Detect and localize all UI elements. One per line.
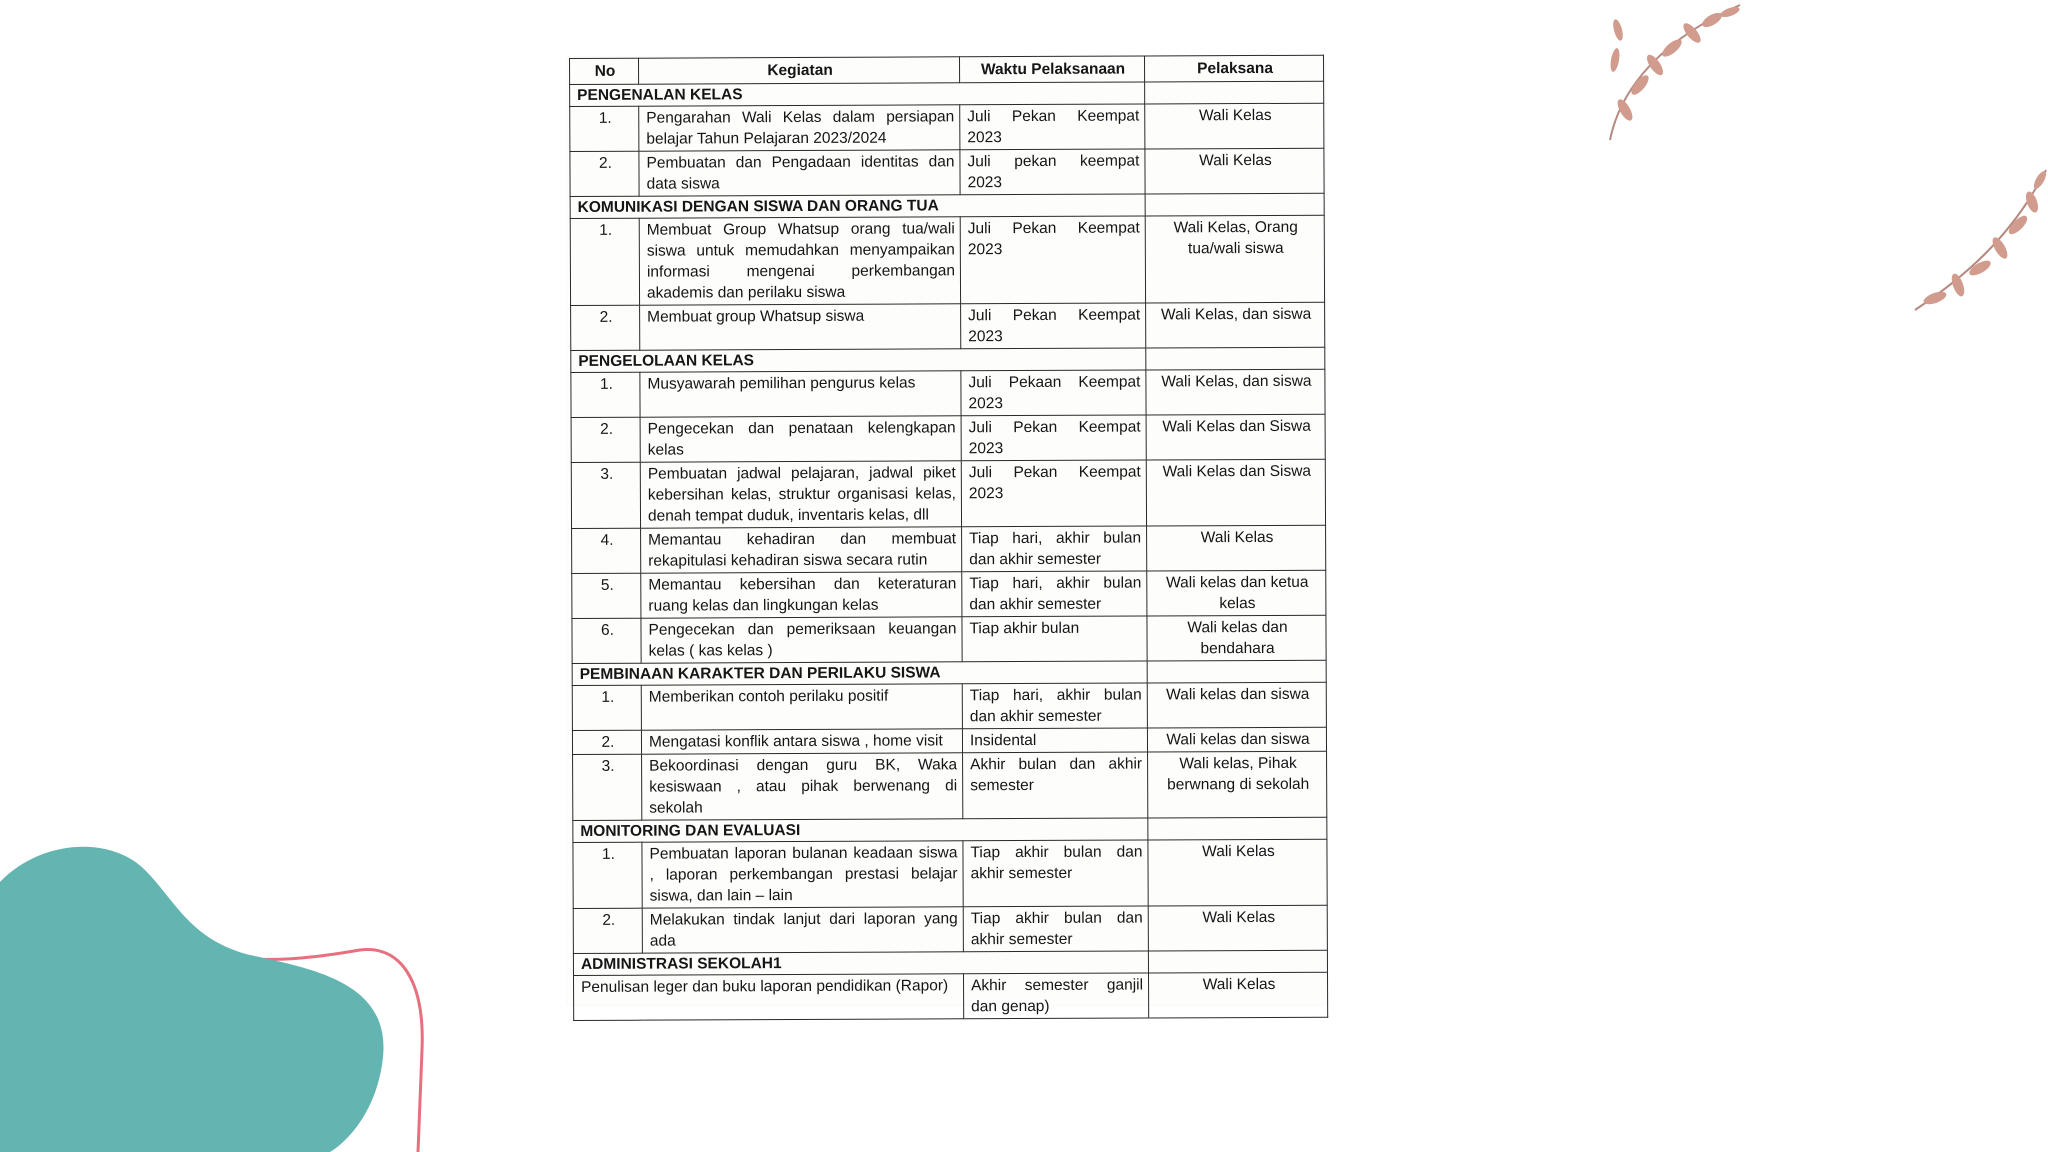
row-waktu: Akhir bulan dan akhir semester <box>963 752 1148 819</box>
row-kegiatan: Pembuatan dan Pengadaan identitas dan data siswa <box>639 150 960 196</box>
row-waktu: Juli Pekan Keempat 2023 <box>960 104 1145 150</box>
row-waktu: Juli Pekan Keempat 2023 <box>960 216 1145 304</box>
row-pelaksana: Wali Kelas <box>1147 525 1326 571</box>
section-title: PEMBINAAN KARAKTER DAN PERILAKU SISWA <box>572 661 1147 686</box>
row-number: 3. <box>571 462 640 528</box>
section-title: MONITORING DAN EVALUASI <box>573 818 1148 843</box>
row-kegiatan: Pengecekan dan penataan kelengkapan kelas <box>640 416 961 462</box>
table-row <box>571 459 1325 528</box>
header-kegiatan: Kegiatan <box>639 57 960 84</box>
section-title: ADMINISTRASI SEKOLAH1 <box>573 951 1148 976</box>
table-row <box>572 525 1326 573</box>
header-pelaksana: Pelaksana <box>1144 55 1323 82</box>
section-row <box>572 660 1326 685</box>
leaves-decoration-right <box>1910 160 2048 315</box>
header-waktu: Waktu Pelaksanaan <box>959 56 1144 83</box>
row-number: 6. <box>572 618 641 663</box>
row-waktu: Juli Pekan Keempat 2023 <box>961 303 1146 349</box>
row-pelaksana: Wali kelas dan siswa <box>1147 682 1326 728</box>
table-row <box>571 302 1325 350</box>
row-pelaksana: Wali Kelas dan Siswa <box>1146 414 1325 460</box>
row-waktu: Tiap hari, akhir bulan dan akhir semester <box>962 571 1147 617</box>
row-kegiatan: Memberikan contoh perilaku positif <box>641 684 962 730</box>
header-no: No <box>570 58 639 84</box>
row-waktu: Tiap akhir bulan dan akhir semester <box>963 840 1148 907</box>
section-title: PENGELOLAAN KELAS <box>571 348 1146 373</box>
row-waktu: Akhir semester ganjil dan genap) <box>963 973 1148 1019</box>
table-row <box>572 682 1326 730</box>
row-pelaksana: Wali Kelas dan Siswa <box>1146 459 1325 526</box>
section-row <box>570 193 1324 218</box>
activity-table <box>569 55 1328 1021</box>
row-waktu: Insidental <box>962 728 1147 753</box>
row-number: 1. <box>573 842 642 908</box>
row-pelaksana: Wali Kelas <box>1148 905 1327 951</box>
empty-cell <box>1147 660 1326 683</box>
row-number: 1. <box>570 106 639 151</box>
row-kegiatan: Memantau kebersihan dan keteraturan ruang kelas dan lingkungan kelas <box>641 572 962 618</box>
table-row <box>572 570 1326 618</box>
empty-cell <box>1148 817 1327 840</box>
row-pelaksana: Wali kelas dan ketua kelas <box>1147 570 1326 616</box>
row-pelaksana: Wali Kelas, dan siswa <box>1146 369 1325 415</box>
row-kegiatan: Melakukan tindak lanjut dari laporan yang ada <box>642 907 963 953</box>
table-row <box>572 615 1326 663</box>
row-kegiatan: Musyawarah pemilihan pengurus kelas <box>640 371 961 417</box>
row-number: 2. <box>571 305 640 350</box>
row-number: 3. <box>573 754 642 820</box>
section-row <box>573 817 1327 842</box>
empty-cell <box>1146 347 1325 370</box>
row-waktu: Tiap hari, akhir bulan dan akhir semester <box>962 683 1147 729</box>
leaves-decoration-top <box>1600 0 1750 145</box>
row-pelaksana: Wali Kelas <box>1148 839 1327 906</box>
row-pelaksana: Wali Kelas <box>1148 972 1327 1018</box>
section-row <box>573 950 1327 975</box>
row-number: 2. <box>571 417 640 462</box>
table-row <box>573 839 1327 908</box>
row-waktu: Juli Pekan Keempat 2023 <box>961 460 1146 527</box>
empty-cell <box>1148 950 1327 973</box>
row-number: 2. <box>572 730 641 754</box>
row-kegiatan: Pembuatan laporan bulanan keadaan siswa , laporan perkembangan prestasi belajar siswa, dan lain – lain <box>642 841 963 908</box>
row-kegiatan: Pembuatan jadwal pelajaran, jadwal piket kebersihan kelas, struktur organisasi kelas, denah tempat duduk, inventaris kelas, dll <box>640 461 961 528</box>
empty-cell <box>1145 81 1324 104</box>
row-waktu: Juli Pekaan Keempat 2023 <box>961 370 1146 416</box>
row-pelaksana: Wali Kelas, Orang tua/wali siswa <box>1145 215 1324 303</box>
row-pelaksana: Wali kelas dan siswa <box>1147 727 1326 752</box>
row-waktu: Juli pekan keempat 2023 <box>960 149 1145 195</box>
row-number: 2. <box>573 908 642 953</box>
row-number: 1. <box>570 218 639 305</box>
table-row <box>573 751 1327 820</box>
row-number: 4. <box>572 528 641 573</box>
table-row <box>571 369 1325 417</box>
teal-blob-decoration <box>0 820 440 1152</box>
section-row <box>571 347 1325 372</box>
table-row <box>573 905 1327 953</box>
row-kegiatan: Membuat Group Whatsup orang tua/wali siswa untuk memudahkan menyampaikan informasi mengenai perkembangan akademis dan perilaku siswa <box>639 217 960 305</box>
row-pelaksana: Wali Kelas, dan siswa <box>1146 302 1325 348</box>
row-waktu: Tiap akhir bulan <box>962 616 1147 662</box>
row-number: 1. <box>572 685 641 730</box>
row-pelaksana: Wali Kelas <box>1145 148 1324 194</box>
row-waktu: Tiap hari, akhir bulan dan akhir semester <box>962 526 1147 572</box>
table-row <box>574 972 1328 1020</box>
section-title: KOMUNIKASI DENGAN SISWA DAN ORANG TUA <box>570 194 1145 219</box>
row-number: 2. <box>570 151 639 196</box>
row-waktu: Tiap akhir bulan dan akhir semester <box>963 906 1148 952</box>
section-title: PENGENALAN KELAS <box>570 82 1145 107</box>
row-kegiatan: Pengarahan Wali Kelas dalam persiapan belajar Tahun Pelajaran 2023/2024 <box>639 105 960 151</box>
row-kegiatan: Bekoordinasi dengan guru BK, Waka kesiswaan , atau pihak berwenang di sekolah <box>642 753 963 820</box>
row-number: 1. <box>571 372 640 417</box>
table-header-row <box>570 55 1324 84</box>
table-row <box>571 414 1325 462</box>
table-row <box>570 148 1324 196</box>
row-kegiatan: Pengecekan dan pemeriksaan keuangan kelas ( kas kelas ) <box>641 617 962 663</box>
row-waktu: Juli Pekan Keempat 2023 <box>961 415 1146 461</box>
row-kegiatan: Mengatasi konflik antara siswa , home visit <box>641 729 962 754</box>
table-row <box>570 215 1324 305</box>
empty-cell <box>1145 193 1324 216</box>
table-row <box>572 727 1326 754</box>
row-number: 5. <box>572 573 641 618</box>
row-kegiatan: Penulisan leger dan buku laporan pendidikan (Rapor) <box>574 974 964 1021</box>
row-pelaksana: Wali kelas dan bendahara <box>1147 615 1326 661</box>
row-pelaksana: Wali Kelas <box>1145 103 1324 149</box>
row-kegiatan: Membuat group Whatsup siswa <box>640 304 961 350</box>
row-pelaksana: Wali kelas, Pihak berwnang di sekolah <box>1148 751 1327 818</box>
row-kegiatan: Memantau kehadiran dan membuat rekapitulasi kehadiran siswa secara rutin <box>641 527 962 573</box>
table-row <box>570 103 1324 151</box>
